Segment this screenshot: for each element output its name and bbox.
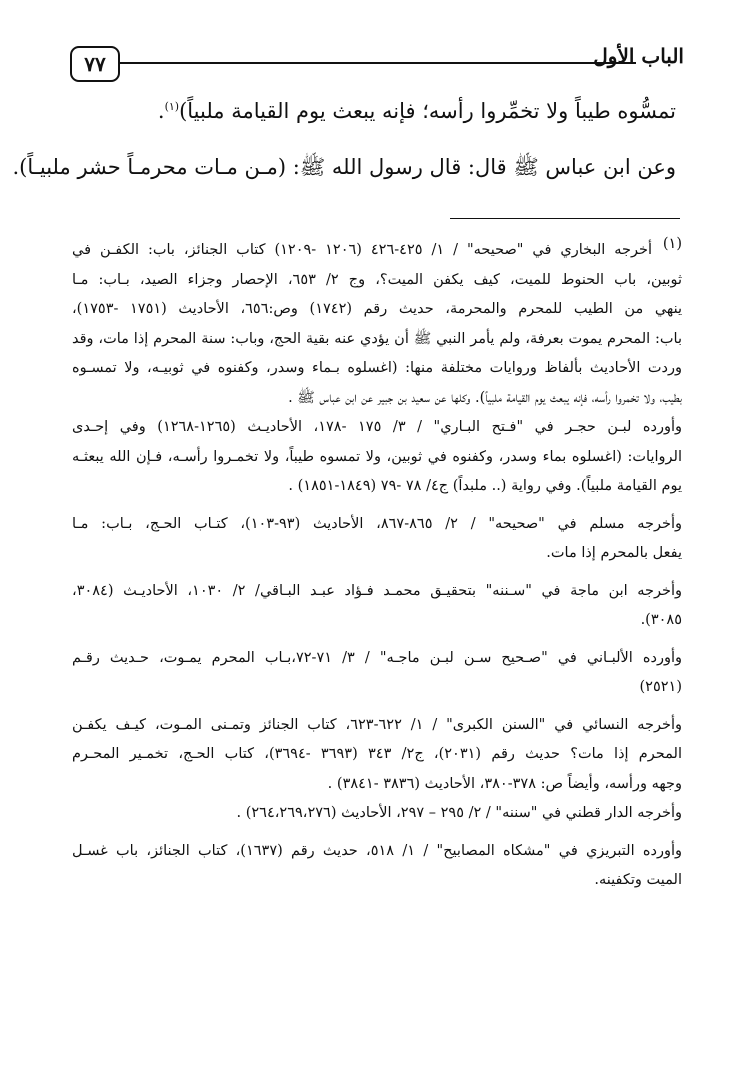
footnote-line: يوم القيامة ملبياً). وفي رواية (.. ملبداً) ج٤/ ٧٨ -٧٩ (١٨٤٩-١٨٥١) . (288, 478, 682, 494)
footnote-line: بطيب، ولا تخمروا رأسه، فإنه يبعث يوم القيامة ملبياً). وكلها عن سعيد بن جبير عن ابن عباس ﷺ . (288, 389, 682, 406)
footnote-line: الروايات: (اغسلوه بماء وسدر، وكفنوه في ثوبين، ولا تمسوه طيباً، ولا تخمـروا رأسـه، فـإن الله يبعثـه (72, 448, 682, 465)
main-text-1: تمسُّوه طيباً ولا تخمِّروا رأسه؛ فإنه يبعث يوم القيامة ملبياً) (179, 99, 676, 123)
footnote-line: وأورده الألبـاني في "صـحيح سـن لبـن ماجـه" / ٣/ ٧١-٧٢،بـاب المحرم يمـوت، حـديث رقـم (72, 649, 682, 666)
footnote-line: المحرم إذا مات؟ حديث رقم (٢٠٣١)، ج٢/ ٣٤٣ (٣٦٩٣ -٣٦٩٤)، كتاب الحـج، تخمـير المحـرم (72, 746, 682, 762)
footnote-line: وأورده التبريزي في "مشكاه المصابيح" / ١/ ٥١٨، حديث رقم (١٦٣٧)، كتاب الجنائز، باب غسـل (72, 842, 682, 859)
main-text-2a: وعن ابن عباس (538, 155, 676, 179)
footnotes (72, 236, 682, 896)
footnote-line: وردت الأحاديث بألفاظ وروايات مختلفة منها: (اغسلوه بـماء وسدر، وكفنوه في ثوبيـه، ولا تمسـوه (72, 360, 682, 376)
main-text-line-1: تمسُّوه طيباً ولا تخمِّروا رأسه؛ فإنه يبعث يوم القيامة ملبياً)$^{(١)}$. (157, 99, 676, 123)
footnote-line: باب: المحرم يموت بعرفة، ولم يأمر النبي ﷺ أن يؤدي عنه بقية الحج، وباب: سنة المحرم إذا مات، وقد (72, 330, 682, 347)
footnote-line: يفعل بالمحرم إذا مات. (546, 545, 682, 561)
footnote-line: أخرجه البخاري في "صحيحه" / ١/ ٤٢٥-٤٢٦ (١٢٠٦ -١٢٠٩) كتاب الجنائز، باب: الكفـن في (72, 242, 652, 258)
honorific-1: ﷺ (513, 155, 539, 179)
chapter-title: الباب الأول (593, 44, 684, 68)
footnote-line: (٢٥٢١) (639, 679, 682, 695)
footnote-line: وجهه ورأسه، وأيضاً ص: ٣٧٨-٣٨٠، الأحاديث (٣٨٣٦ -٣٨٤١) . (327, 775, 682, 792)
main-text-line-2 (12, 154, 676, 185)
main-text-2b: قال: قال رسول الله (325, 155, 514, 179)
footnote-line: ينهي من الطيب للمحرم والمحرمة، حديث رقم (١٧٤٢) وص:٦٥٦، الأحاديث (١٧٥١ -١٧٥٣)، (72, 301, 682, 317)
footnote-line: الميت وتكفينه. (594, 872, 682, 888)
footnote-line: وأخرجه ابن ماجة في "سـننه" بتحقيـق محمـد فـؤاد عبـد البـاقي/ ٢/ ١٠٣٠، الأحاديـث (٣٠٨٤، (72, 582, 682, 599)
footnote-line: ثوبين، باب الحنوط للميت، كيف يكفن الميت؟، وج ٢/ ٦٥٣، الإحصار وجزاء الصيد، بـاب: مـا (72, 271, 682, 288)
footnote-line: وأخرجه مسلم في "صحيحه" / ٢/ ٨٦٥-٨٦٧، الأحاديث (٩٣-١٠٣)، كتـاب الحـج، بـاب: مـا (72, 515, 682, 532)
footnote-number: (١) (662, 236, 682, 252)
footnote-ref: (١) (164, 100, 180, 113)
footnote-line: ٣٠٨٥). (640, 612, 682, 628)
footnote-separator (450, 218, 680, 219)
honorific-2: ﷺ (299, 155, 326, 179)
footnote-line: وأورده لبـن حجـر في "فـتح البـاري" / ٣/ ١٧٥ -١٧٨، الأحاديـث (١٢٦٥-١٢٦٨) وفي إحـدى (72, 419, 682, 435)
header-rule (118, 62, 636, 64)
page-number: ٧٧ (70, 46, 120, 82)
footnote-line: وأخرجه الدار قطني في "سننه" / ٢/ ٢٩٥ – ٢٩٧، الأحاديث (٢٦٤،٢٦٩،٢٧٦) . (236, 805, 682, 821)
main-text-2c: : (مـن مـات محرمـاً حشر ملبيـاً). (12, 155, 300, 179)
footnote-line: وأخرجه النسائي في "السنن الكبرى" / ١/ ٦٢٢-٦٢٣، كتاب الجنائز وتمـنى المـوت، كيـف يكفـن (72, 716, 682, 733)
